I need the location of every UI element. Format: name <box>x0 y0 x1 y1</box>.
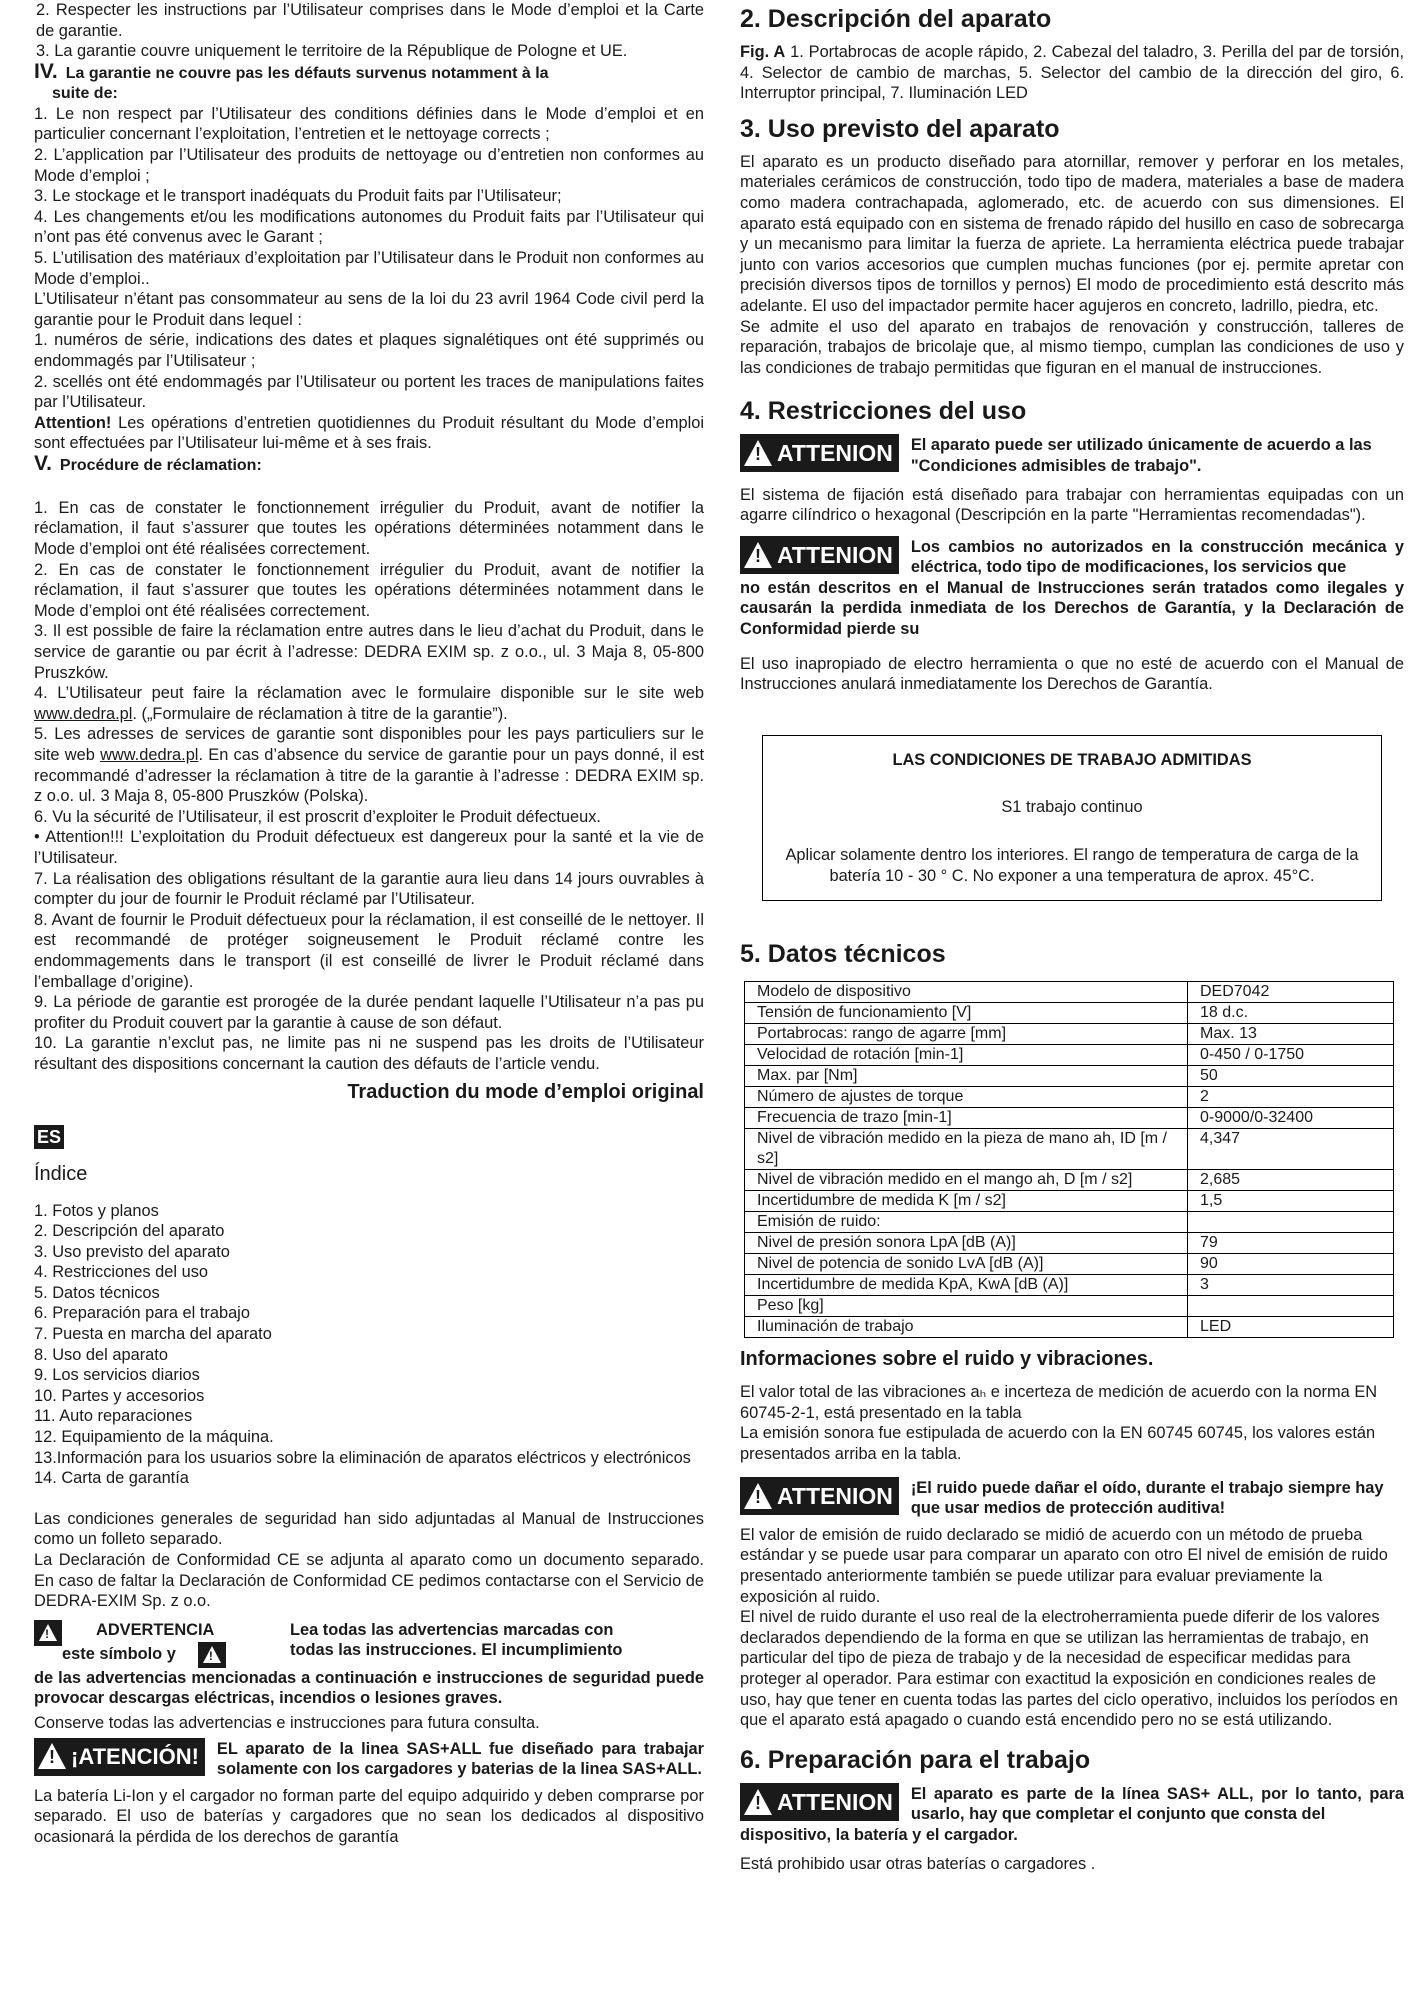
spec-value: 4,347 <box>1188 1129 1394 1170</box>
advertencia-block: ! ADVERTENCIA este símbolo y ! Lea todas las advertencias marcadas con todas las instrucciones. El incumplimiento de las advertencias mencionadas a continuación e instrucciones de seguridad puede provocar descargas eléctricas, incendios o lesiones graves. <box>34 1620 704 1709</box>
spec-label: Nivel de vibración medido en la pieza de mano ah, ID [m / s2] <box>745 1129 1188 1170</box>
index-item[interactable]: 13.Información para los usuarios sobre la eliminación de aparatos eléctricos y electrónicos <box>34 1448 691 1467</box>
warning-icon <box>744 542 772 568</box>
table-row <box>745 1108 1394 1129</box>
index-item[interactable]: 6. Preparación para el trabajo <box>34 1304 250 1323</box>
spec-label: Número de ajustes de torque <box>745 1087 1188 1108</box>
spec-label: Incertidumbre de medida K [m / s2] <box>745 1191 1188 1212</box>
table-row <box>745 1024 1394 1045</box>
warning-icon <box>198 1642 226 1668</box>
table-row <box>745 1233 1394 1254</box>
intro-paragraph: La Declaración de Conformidad CE se adjunta al aparato como un documento separado. En caso de faltar la Declaración de Conformidad CE pedimos contactarse con el Servicio de DEDRA-EXIM Sp. z o.o. <box>34 1551 704 1611</box>
keep-instructions: Conserve todas las advertencias e instrucciones para futura consulta. <box>34 1713 540 1732</box>
spec-value: 79 <box>1188 1233 1394 1254</box>
list-item: L’Utilisateur n’étant pas consommateur au sens de la loi du 23 avril 1964 Code civil perd la garantie pour le Produit dans lequel : <box>34 290 704 329</box>
section-5-title: 5. Datos técnicos <box>740 940 946 969</box>
dedra-link[interactable]: www.dedra.pl <box>34 704 133 723</box>
section-3-paragraph: El aparato es un producto diseñado para atornillar, remover y perforar en los metales, materiales cerámicos de construcción, todo tipo de madera, materiales a base de madera como madera contrachapada, aglomerado, etc. de acuerdo con sus dimensiones. El aparato está equipado con en sistema de frenado rápido del husillo en caso de sobrecarga y un mecanismo para limitar la fuerza de apriete. La herramienta eléctrica puede trabajar junto con varios accesorios que cumplen muchas funciones (por ej. permite apretar con precisión diversos tipos de tornillos y pernos) El modo de procedimiento está descrito más adelante. El uso del impactador permite hacer agujeros en concreto, ladrillo, piedra, etc. <box>740 152 1404 315</box>
section-iv-heading: IV. La garantie ne couvre pas les défauts survenus notamment à la <box>34 59 549 83</box>
table-row <box>745 1129 1394 1170</box>
table-row <box>745 1003 1394 1024</box>
index-item[interactable]: 14. Carta de garantía <box>34 1469 189 1488</box>
attention-badge: !ATTENION <box>740 536 899 574</box>
table-row <box>745 1191 1394 1212</box>
spec-label: Iluminación de trabajo <box>745 1317 1188 1338</box>
section-3-paragraph: Se admite el uso del aparato en trabajos de renovación y construcción, talleres de reparación, trabajos de bricolaje que, al mismo tiempo, cumplan las condiciones de uso y las condiciones de trabajo permitidas que figuran en el manual de instrucciones. <box>740 317 1404 377</box>
section-4-paragraph: El uso inapropiado de electro herramienta o que no esté de acuerdo con el Manual de Instrucciones anulará inmediatamente los Derechos de Garantía. <box>740 654 1404 694</box>
list-item: 6. Vu la sécurité de l’Utilisateur, il est proscrit d’exploiter le Produit défectueux. <box>34 807 601 826</box>
es-badge: ES <box>34 1125 704 1149</box>
list-item: 5. L’utilisation des matériaux d’exploitation par l’Utilisateur dans le Produit non conformes au Mode d’emploi.. <box>34 248 704 288</box>
attention-badge: !ATTENION <box>740 434 899 472</box>
list-item: 5. Les adresses de services de garantie sont disponibles pour les pays particuliers sur le site web www.dedra.pl. En cas d’absence du service de garantie pour un pays donné, il est recommandé d’adresser la réclamation à titre de la garantie à l’adresse : DEDRA EXIM sp. z o.o. ul. 3 Maja 8, 05-800 Pruszków (Polska). <box>34 725 704 806</box>
spec-label: Velocidad de rotación [min-1] <box>745 1045 1188 1066</box>
conditions-line: Aplicar solamente dentro los interiores. El rango de temperatura de carga de la batería 10 - 30 ° C. No exponer a una temperatura de aprox. 45°C. <box>785 846 1359 885</box>
list-item: 3. Il est possible de faire la réclamation entre autres dans le lieu d’achat du Produit, dans le service de garantie ou par écrit à l’adresse: DEDRA EXIM sp. z o.o., ul. 3 Maja 8, 05-800 Pruszków. <box>34 622 704 682</box>
spec-value: 50 <box>1188 1066 1394 1087</box>
conditions-title: LAS CONDICIONES DE TRABAJO ADMITIDAS <box>892 750 1252 769</box>
spec-value: DED7042 <box>1188 982 1394 1003</box>
spec-label: Modelo de dispositivo <box>745 982 1188 1003</box>
spec-label: Nivel de presión sonora LpA [dB (A)] <box>745 1233 1188 1254</box>
index-list <box>34 1201 704 1489</box>
warning-icon <box>744 440 772 466</box>
working-conditions-box <box>762 735 1382 901</box>
index-item[interactable]: 12. Equipamiento de la máquina. <box>34 1428 274 1447</box>
fr-item: 2. Respecter les instructions par l’Utilisateur comprises dans le Mode d’emploi et la Carte de garantie. <box>36 1 704 40</box>
table-row <box>745 1254 1394 1275</box>
spec-label: Nivel de potencia de sonido LvA [dB (A)] <box>745 1254 1188 1275</box>
fr-item: 3. La garantie couvre uniquement le territoire de la République de Pologne et UE. <box>36 42 628 61</box>
list-item: 4. Les changements et/ou les modifications autonomes du Produit faits par l’Utilisateur qui n’ont pas été convenus avec le Garant ; <box>34 207 704 247</box>
spec-value: 90 <box>1188 1254 1394 1275</box>
table-row <box>745 1087 1394 1108</box>
spec-label: Max. par [Nm] <box>745 1066 1188 1087</box>
noise-title: Informaciones sobre el ruido y vibraciones. <box>740 1348 1154 1371</box>
fr-top-items <box>34 0 704 62</box>
list-item: 2. En cas de constater le fonctionnement irrégulier du Produit, avant de notifier la réclamation, il faut s’assurer que toutes les opérations déterminées notamment dans le Mode d’emploi ont été réalisées correctement. <box>34 560 704 620</box>
noise-paragraph: El nivel de ruido durante el uso real de la electroherramienta puede diferir de los valores declarados dependiendo de la forma en que se utilizan las herramientas de trabajo, en particular del tipo de pieza de trabajo y de la necesidad de especificar medidas para proteger al operador. Para estimar con exactitud la exposición en condiciones reales de uso, hay que tener en cuenta todas las partes del ciclo operativo, incluidos los períodos en que el aparato está apagado o cuando está encendido pero no se está utilizando. <box>740 1608 1398 1730</box>
attention-warning-1: !ATTENION El aparato puede ser utilizado únicamente de acuerdo a las "Condiciones admisibles de trabajo". <box>740 434 1404 476</box>
section-v <box>34 451 704 1075</box>
list-item: 7. La réalisation des obligations résultant de la garantie aura lieu dans 14 jours ouvrables à compter du jour de fournir le Produit réclamé par l’Utilisateur. <box>34 869 704 909</box>
conditions-line: S1 trabajo continuo <box>1001 798 1143 817</box>
attention-warning-2: !ATTENION Los cambios no autorizados en la construcción mecánica y eléctrica, todo tipo de modificaciones, los servicios que no están descritos en el Manual de Instrucciones serán tratados como ilegales y causarán la perdida inmediata de los Derechos de Garantía, y la Declaración de Conformidad pierde su <box>740 536 1404 640</box>
index-item[interactable]: 5. Datos técnicos <box>34 1283 160 1302</box>
spec-value: 2,685 <box>1188 1170 1394 1191</box>
spec-value <box>1188 1296 1394 1317</box>
list-item: 1. numéros de série, indications des dates et plaques signalétiques ont été supprimés ou endommagés par l’Utilisateur ; <box>34 331 704 370</box>
table-row <box>745 1317 1394 1338</box>
left-column <box>34 0 704 1848</box>
list-item: 2. L’application par l’Utilisateur des produits de nettoyage ou d’entretien non conformes au Mode d’emploi ; <box>34 145 704 185</box>
index-item[interactable]: 9. Los servicios diarios <box>34 1366 200 1385</box>
index-item[interactable]: 11. Auto reparaciones <box>34 1407 193 1426</box>
list-item: 10. La garantie n’exclut pas, ne limite pas ni ne suspend pas les droits de l’Utilisateur résultant des dispositions concernant la caution des défauts de l’article vendu. <box>34 1034 704 1073</box>
warning-icon <box>744 1483 772 1509</box>
section-4-title: 4. Restricciones del uso <box>740 397 1027 426</box>
index-item[interactable]: 10. Partes y accesorios <box>34 1386 205 1405</box>
attention-warning-3: !ATTENION El aparato es parte de la línea SAS+ ALL, por lo tanto, para usarlo, hay que completar el conjunto que consta del dispositivo, la batería y el cargador. <box>740 1783 1404 1846</box>
index-title: Índice <box>34 1162 88 1185</box>
attention-note: Attention! Les opérations d’entretien quotidiennes du Produit résultant du Mode d’emploi sont effectuées par l’Utilisateur lui-même et à ses frais. <box>34 413 704 453</box>
section-3-title: 3. Uso previsto del aparato <box>740 114 1060 143</box>
spec-label: Portabrocas: rango de agarre [mm] <box>745 1024 1188 1045</box>
noise-paragraph: La emisión sonora fue estipulada de acuerdo con la EN 60745 60745, los valores están presentados arriba en la tabla. <box>740 1424 1376 1463</box>
spec-value: 1,5 <box>1188 1191 1394 1212</box>
list-item: 2. scellés ont été endommagés par l’Utilisateur ou portent les traces de manipulations faites par l’Utilisateur. <box>34 372 704 412</box>
section-iv <box>34 59 704 454</box>
attention-badge: !ATTENION <box>740 1783 899 1821</box>
table-row <box>745 1275 1394 1296</box>
spec-value: LED <box>1188 1317 1394 1338</box>
spec-value: 0-9000/0-32400 <box>1188 1108 1394 1129</box>
table-row <box>745 1296 1394 1317</box>
index-item[interactable]: 3. Uso previsto del aparato <box>34 1242 230 1261</box>
atencion-badge: !¡ATENCIÓN! <box>34 1738 205 1776</box>
spec-label: Peso [kg] <box>745 1296 1188 1317</box>
table-row <box>745 1045 1394 1066</box>
spec-value: 2 <box>1188 1087 1394 1108</box>
list-item: 4. L’Utilisateur peut faire la réclamation avec le formulaire disponible sur le site web www.dedra.pl. („Formulaire de réclamation à titre de la garantie”). <box>34 684 704 723</box>
list-item: • Attention!!! L’exploitation du Produit défectueux est dangereux pour la santé et la vie de l’Utilisateur. <box>34 828 704 867</box>
index-item[interactable]: 8. Uso del aparato <box>34 1345 168 1364</box>
intro-block <box>34 1509 704 1612</box>
table-row <box>745 1170 1394 1191</box>
spec-label: Frecuencia de trazo [min-1] <box>745 1108 1188 1129</box>
intro-paragraph: Las condiciones generales de seguridad han sido adjuntadas al Manual de Instrucciones como un folleto separado. <box>34 1509 704 1549</box>
section-v-heading: V. Procédure de réclamation: <box>34 451 262 475</box>
table-row <box>745 1212 1394 1233</box>
list-item: 1. Le non respect par l’Utilisateur des conditions définies dans le Mode d’emploi et en particulier concernant l’exploitation, l’entretien et le nettoyage corrects ; <box>34 104 704 144</box>
spec-value: 3 <box>1188 1275 1394 1296</box>
tech-data-table <box>744 981 1394 1338</box>
list-item: 3. Le stockage et le transport inadéquats du Produit faits par l’Utilisateur; <box>34 187 562 206</box>
attention-badge: !ATTENION <box>740 1477 899 1515</box>
list-item: 9. La période de garantie est prorogée de la durée pendant laquelle l’Utilisateur n’a pas pu profiter du Produit couvert par la garantie à cause de son défaut. <box>34 993 704 1032</box>
section-iv-heading-cont: suite de: <box>52 84 118 102</box>
table-row <box>745 982 1394 1003</box>
spec-value: 18 d.c. <box>1188 1003 1394 1024</box>
spec-value: 0-450 / 0-1750 <box>1188 1045 1394 1066</box>
table-row <box>745 1066 1394 1087</box>
warning-icon <box>34 1620 62 1646</box>
warning-icon <box>38 1743 66 1769</box>
index-item[interactable]: 4. Restricciones del uso <box>34 1263 209 1282</box>
dedra-link[interactable]: www.dedra.pl <box>100 746 199 764</box>
atencion-warning: !¡ATENCIÓN! EL aparato de la linea SAS+ALL fue diseñado para trabajar solamente con los cargadores y baterias de la linea SAS+ALL. <box>34 1738 704 1780</box>
noise-paragraph: El valor de emisión de ruido declarado se midió de acuerdo con un método de prueba estándar y se puede usar para comparar un aparato con otro El nivel de emisión de ruido presentado anteriormente también se puede utilizar para evaluar previamente la exposición al ruido. <box>740 1525 1388 1606</box>
noise-paragraph: El valor total de las vibraciones aₕ e incerteza de medición de acuerdo con la norma EN 60745-2-1, está presentado en la tabla <box>740 1383 1378 1422</box>
spec-value: Max. 13 <box>1188 1024 1394 1045</box>
spec-value <box>1188 1212 1394 1233</box>
spec-label: Emisión de ruido: <box>745 1212 1188 1233</box>
section-2-title: 2. Descripción del aparato <box>740 5 1052 33</box>
index-item[interactable]: 1. Fotos y planos <box>34 1201 159 1220</box>
list-item: 1. En cas de constater le fonctionnement irrégulier du Produit, avant de notifier la réclamation, il faut s’assurer que toutes les opérations déterminées notamment dans le Mode d’emploi ont été réalisées correctement. <box>34 498 704 559</box>
battery-paragraph: La batería Li-Ion y el cargador no forman parte del equipo adquirido y deben comprarse por separado. El uso de baterías y cargadores que no sean los dedicados al dispositivo ocasionará la pérdida de los derechos de garantía <box>34 1786 704 1846</box>
advertencia-text: de las advertencias mencionadas a continuación e instrucciones de seguridad puede provocar descargas eléctricas, incendios o lesiones graves. <box>34 1668 704 1708</box>
index-item[interactable]: 7. Puesta en marcha del aparato <box>34 1325 272 1344</box>
translation-title: Traduction du mode d’emploi original <box>347 1080 704 1103</box>
spec-label: Incertidumbre de medida KpA, KwA [dB (A)] <box>745 1275 1188 1296</box>
list-item: 8. Avant de fournir le Produit défectueux pour la réclamation, il est conseillé de le nettoyer. Il est recommandé de protéger soigneusement le Produit réclamé contre les endommagements dans le transport (il est conseillé de livrer le Produit réclamé dans l’emballage d’origine). <box>34 910 704 991</box>
right-column <box>740 0 1404 1874</box>
spec-label: Nivel de vibración medido en el mango ah, D [m / s2] <box>745 1170 1188 1191</box>
spec-label: Tensión de funcionamiento [V] <box>745 1003 1188 1024</box>
section-6-title: 6. Preparación para el trabajo <box>740 1745 1091 1774</box>
index-item[interactable]: 2. Descripción del aparato <box>34 1222 225 1241</box>
section-2-text: Fig. A 1. Portabrocas de acople rápido, 2. Cabezal del taladro, 3. Perilla del par de torsión, 4. Selector de cambio de marchas, 5. Selector del cambio de la dirección del giro, 6. Interruptor principal, 7. Iluminación LED <box>740 43 1404 103</box>
section-4-paragraph: El sistema de fijación está diseñado para trabajar con herramientas equipadas con un agarre cilíndrico o hexagonal (Descripción en la parte "Herramientas recomendadas"). <box>740 485 1404 525</box>
noise-warning: !ATTENION ¡El ruido puede dañar el oído, durante el trabajo siempre hay que usar medios de protección auditiva! <box>740 1477 1404 1519</box>
section-6-paragraph: Está prohibido usar otras baterías o cargadores . <box>740 1854 1096 1873</box>
warning-icon <box>744 1789 772 1815</box>
